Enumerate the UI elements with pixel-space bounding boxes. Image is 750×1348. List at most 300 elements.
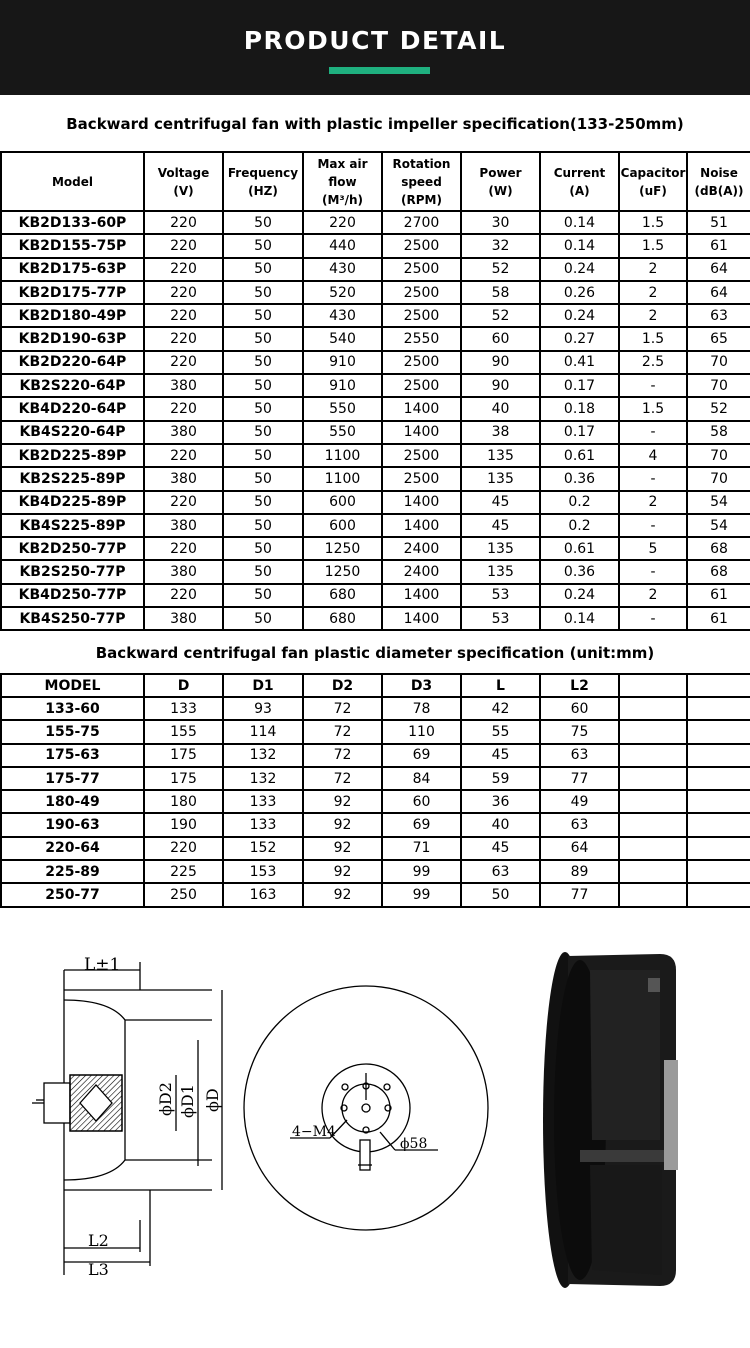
value-cell: 1.5 (619, 211, 687, 234)
model-cell: 190-63 (1, 813, 144, 836)
value-cell: 600 (303, 491, 382, 514)
table-row (1, 607, 750, 630)
value-cell: 380 (144, 514, 223, 537)
title-underline (329, 67, 430, 74)
value-cell (687, 837, 750, 860)
value-cell: 45 (461, 514, 540, 537)
value-cell: 38 (461, 421, 540, 444)
value-cell: 2400 (382, 537, 461, 560)
value-cell: 77 (540, 767, 619, 790)
value-cell: 0.24 (540, 584, 619, 607)
value-cell (619, 697, 687, 720)
table-row (1, 697, 750, 720)
value-cell: 60 (540, 697, 619, 720)
value-cell: 0.36 (540, 560, 619, 583)
value-cell: 0.24 (540, 258, 619, 281)
table-row (1, 744, 750, 767)
value-cell: 53 (461, 584, 540, 607)
value-cell: - (619, 560, 687, 583)
value-cell: 50 (223, 351, 303, 374)
value-cell: 93 (223, 697, 303, 720)
value-cell: 380 (144, 607, 223, 630)
value-cell: 92 (303, 837, 382, 860)
header-line: Noise (700, 165, 738, 180)
value-cell: 220 (144, 444, 223, 467)
value-cell: 133 (223, 813, 303, 836)
column-header: L2 (540, 674, 619, 697)
value-cell: 50 (223, 491, 303, 514)
value-cell: 61 (687, 607, 750, 630)
value-cell (619, 767, 687, 790)
model-cell: KB4S220-64P (1, 421, 144, 444)
table-row (1, 514, 750, 537)
value-cell: 220 (144, 234, 223, 257)
table-row (1, 327, 750, 350)
value-cell: 40 (461, 813, 540, 836)
value-cell: 99 (382, 860, 461, 883)
header-line: (W) (488, 183, 513, 198)
header-line: Power (479, 165, 522, 180)
table-row (1, 444, 750, 467)
value-cell: 50 (223, 211, 303, 234)
value-cell: 50 (223, 537, 303, 560)
value-cell: - (619, 467, 687, 490)
value-cell: 135 (461, 537, 540, 560)
technical-drawing (0, 940, 750, 1348)
value-cell (619, 744, 687, 767)
value-cell: 430 (303, 304, 382, 327)
value-cell: 58 (687, 421, 750, 444)
value-cell: 78 (382, 697, 461, 720)
value-cell: 220 (144, 281, 223, 304)
value-cell: 50 (223, 560, 303, 583)
value-cell: 0.14 (540, 234, 619, 257)
header-line: (V) (173, 183, 194, 198)
model-cell: KB2D175-63P (1, 258, 144, 281)
table-row (1, 211, 750, 234)
column-header (687, 674, 750, 697)
column-header (303, 152, 382, 211)
value-cell: 50 (223, 327, 303, 350)
column-header (144, 152, 223, 211)
value-cell: 52 (461, 304, 540, 327)
value-cell: 1400 (382, 607, 461, 630)
value-cell: 45 (461, 491, 540, 514)
value-cell: 1.5 (619, 234, 687, 257)
value-cell: 2 (619, 258, 687, 281)
value-cell: 0.14 (540, 607, 619, 630)
value-cell: 92 (303, 883, 382, 906)
value-cell: 50 (223, 467, 303, 490)
value-cell: 163 (223, 883, 303, 906)
model-cell: 250-77 (1, 883, 144, 906)
value-cell: 220 (144, 327, 223, 350)
model-cell: 175-63 (1, 744, 144, 767)
model-cell: KB4D220-64P (1, 397, 144, 420)
value-cell: 2550 (382, 327, 461, 350)
table-row (1, 351, 750, 374)
value-cell: 92 (303, 860, 382, 883)
table-row (1, 837, 750, 860)
value-cell: - (619, 514, 687, 537)
fan-photo (543, 952, 678, 1288)
model-cell: 133-60 (1, 697, 144, 720)
value-cell (619, 720, 687, 743)
model-cell: KB2S225-89P (1, 467, 144, 490)
value-cell: 132 (223, 744, 303, 767)
value-cell: 50 (461, 883, 540, 906)
value-cell: 600 (303, 514, 382, 537)
model-cell: KB2D133-60P (1, 211, 144, 234)
value-cell: 114 (223, 720, 303, 743)
column-header (687, 152, 750, 211)
value-cell: 55 (461, 720, 540, 743)
model-cell: 175-77 (1, 767, 144, 790)
value-cell: 53 (461, 607, 540, 630)
table-row (1, 584, 750, 607)
value-cell: 1.5 (619, 397, 687, 420)
value-cell: 58 (461, 281, 540, 304)
value-cell: - (619, 607, 687, 630)
value-cell: 92 (303, 813, 382, 836)
m4-label: 4−M4 (292, 1124, 336, 1140)
value-cell: 50 (223, 258, 303, 281)
value-cell: 153 (223, 860, 303, 883)
column-header (223, 152, 303, 211)
model-cell: KB2D155-75P (1, 234, 144, 257)
value-cell: 910 (303, 351, 382, 374)
value-cell: 60 (461, 327, 540, 350)
value-cell: 220 (144, 211, 223, 234)
model-cell: 225-89 (1, 860, 144, 883)
value-cell: 440 (303, 234, 382, 257)
d-label: ϕD (203, 1088, 222, 1112)
header-line: Frequency (227, 165, 299, 180)
value-cell (687, 720, 750, 743)
table-header-row (1, 674, 750, 697)
value-cell: 77 (540, 883, 619, 906)
value-cell: 63 (540, 744, 619, 767)
value-cell: 1400 (382, 421, 461, 444)
column-header (619, 674, 687, 697)
value-cell: 40 (461, 397, 540, 420)
value-cell: 64 (687, 258, 750, 281)
table-row (1, 860, 750, 883)
value-cell: 5 (619, 537, 687, 560)
value-cell: 50 (223, 514, 303, 537)
value-cell: 2 (619, 304, 687, 327)
value-cell: 0.41 (540, 351, 619, 374)
value-cell: 220 (303, 211, 382, 234)
table-row (1, 281, 750, 304)
value-cell: 180 (144, 790, 223, 813)
value-cell (687, 744, 750, 767)
value-cell: 190 (144, 813, 223, 836)
value-cell (687, 813, 750, 836)
table-row (1, 720, 750, 743)
value-cell: 63 (687, 304, 750, 327)
value-cell: 380 (144, 560, 223, 583)
value-cell: 70 (687, 374, 750, 397)
value-cell: 220 (144, 351, 223, 374)
model-cell: KB4D225-89P (1, 491, 144, 514)
l3-label: L3 (88, 1260, 109, 1279)
table-row (1, 813, 750, 836)
value-cell: 1400 (382, 397, 461, 420)
value-cell: 2500 (382, 281, 461, 304)
value-cell: 68 (687, 560, 750, 583)
fan-drawings (0, 940, 750, 1348)
value-cell: 68 (687, 537, 750, 560)
header-line: (HZ) (248, 183, 278, 198)
value-cell: 0.2 (540, 514, 619, 537)
value-cell: 220 (144, 584, 223, 607)
value-cell: 49 (540, 790, 619, 813)
value-cell (687, 697, 750, 720)
value-cell: 1250 (303, 560, 382, 583)
header-line: Voltage (157, 165, 210, 180)
model-cell: KB4S250-77P (1, 607, 144, 630)
value-cell: 0.18 (540, 397, 619, 420)
value-cell: 0.61 (540, 444, 619, 467)
value-cell: 54 (687, 514, 750, 537)
value-cell: 89 (540, 860, 619, 883)
value-cell: 380 (144, 374, 223, 397)
table-row (1, 767, 750, 790)
column-header (540, 152, 619, 211)
table-row (1, 560, 750, 583)
value-cell: 220 (144, 397, 223, 420)
value-cell: 70 (687, 444, 750, 467)
value-cell: 2500 (382, 234, 461, 257)
page-title: PRODUCT DETAIL (243, 26, 507, 55)
value-cell: 0.27 (540, 327, 619, 350)
header-line: Capacitor (620, 165, 686, 180)
value-cell: 90 (461, 374, 540, 397)
value-cell: 50 (223, 304, 303, 327)
value-cell: 220 (144, 258, 223, 281)
value-cell: 2700 (382, 211, 461, 234)
model-cell: KB4S225-89P (1, 514, 144, 537)
value-cell: 69 (382, 813, 461, 836)
value-cell: 155 (144, 720, 223, 743)
value-cell: 133 (223, 790, 303, 813)
value-cell: 1400 (382, 514, 461, 537)
model-cell: KB2D175-77P (1, 281, 144, 304)
header-line: Current (553, 165, 606, 180)
value-cell: 2500 (382, 444, 461, 467)
value-cell: 4 (619, 444, 687, 467)
value-cell (619, 860, 687, 883)
value-cell: 72 (303, 720, 382, 743)
table-row (1, 397, 750, 420)
value-cell: 380 (144, 421, 223, 444)
value-cell: 152 (223, 837, 303, 860)
value-cell: 175 (144, 744, 223, 767)
table-row (1, 467, 750, 490)
value-cell: 0.17 (540, 374, 619, 397)
value-cell: 54 (687, 491, 750, 514)
model-cell: KB2D250-77P (1, 537, 144, 560)
value-cell: 2 (619, 281, 687, 304)
header-line: Max air flow (317, 156, 368, 189)
column-header (619, 152, 687, 211)
spec-table-title: Backward centrifugal fan with plastic impeller specification(133-250mm) (66, 115, 684, 133)
model-cell: KB2D190-63P (1, 327, 144, 350)
model-cell: KB2S250-77P (1, 560, 144, 583)
value-cell: 90 (461, 351, 540, 374)
value-cell: 36 (461, 790, 540, 813)
table-row (1, 258, 750, 281)
value-cell: 50 (223, 397, 303, 420)
model-cell: KB4D250-77P (1, 584, 144, 607)
value-cell: 2500 (382, 467, 461, 490)
column-header: D1 (223, 674, 303, 697)
model-cell: 155-75 (1, 720, 144, 743)
front-view-drawing (244, 986, 488, 1230)
value-cell: 45 (461, 744, 540, 767)
value-cell: 50 (223, 421, 303, 444)
header-line: Rotation (392, 156, 451, 171)
value-cell: 1.5 (619, 327, 687, 350)
value-cell (687, 860, 750, 883)
value-cell: 1400 (382, 584, 461, 607)
value-cell: 133 (144, 697, 223, 720)
table-row (1, 883, 750, 906)
value-cell: 50 (223, 607, 303, 630)
value-cell: 680 (303, 607, 382, 630)
model-cell: KB2D225-89P (1, 444, 144, 467)
table-row (1, 234, 750, 257)
table-row (1, 421, 750, 444)
header-line: Model (51, 174, 94, 189)
value-cell: 1250 (303, 537, 382, 560)
value-cell: 220 (144, 491, 223, 514)
value-cell: 110 (382, 720, 461, 743)
value-cell: 132 (223, 767, 303, 790)
value-cell: 70 (687, 467, 750, 490)
header-line: (M³/h) (321, 192, 364, 207)
value-cell: 520 (303, 281, 382, 304)
value-cell: 71 (382, 837, 461, 860)
value-cell: 2500 (382, 351, 461, 374)
value-cell (619, 790, 687, 813)
value-cell: 0.24 (540, 304, 619, 327)
value-cell: 0.2 (540, 491, 619, 514)
value-cell: 51 (687, 211, 750, 234)
value-cell: 52 (687, 397, 750, 420)
header-line: (dB(A)) (694, 183, 744, 198)
column-header: D2 (303, 674, 382, 697)
model-cell: 180-49 (1, 790, 144, 813)
value-cell: 680 (303, 584, 382, 607)
value-cell: - (619, 374, 687, 397)
table-row (1, 304, 750, 327)
header-banner (0, 0, 750, 95)
value-cell: 84 (382, 767, 461, 790)
value-cell (619, 837, 687, 860)
d1-label: ϕD1 (178, 1084, 197, 1118)
table-row (1, 537, 750, 560)
value-cell: 30 (461, 211, 540, 234)
value-cell: 135 (461, 467, 540, 490)
header-line: (A) (569, 183, 590, 198)
value-cell: 220 (144, 537, 223, 560)
phi58-label: ϕ58 (400, 1136, 428, 1152)
value-cell: 1100 (303, 444, 382, 467)
column-header: D3 (382, 674, 461, 697)
column-header (382, 152, 461, 211)
dim-table-title: Backward centrifugal fan plastic diameter specification (unit:mm) (95, 644, 655, 662)
value-cell: 32 (461, 234, 540, 257)
value-cell: 50 (223, 281, 303, 304)
table-header-row (1, 152, 750, 211)
column-header: D (144, 674, 223, 697)
value-cell: 550 (303, 421, 382, 444)
table-row (1, 491, 750, 514)
value-cell: 69 (382, 744, 461, 767)
value-cell: 135 (461, 560, 540, 583)
value-cell: 60 (382, 790, 461, 813)
value-cell (687, 883, 750, 906)
value-cell: 50 (223, 234, 303, 257)
value-cell: 220 (144, 837, 223, 860)
value-cell: 2.5 (619, 351, 687, 374)
value-cell: 2400 (382, 560, 461, 583)
value-cell: 0.36 (540, 467, 619, 490)
table-row (1, 790, 750, 813)
value-cell: 92 (303, 790, 382, 813)
value-cell: 72 (303, 697, 382, 720)
l-tolerance-label: L±1 (84, 955, 121, 975)
value-cell: 380 (144, 467, 223, 490)
value-cell: 63 (540, 813, 619, 836)
value-cell: 910 (303, 374, 382, 397)
value-cell: 42 (461, 697, 540, 720)
value-cell: 61 (687, 234, 750, 257)
value-cell: 540 (303, 327, 382, 350)
value-cell: 50 (223, 584, 303, 607)
l2-label: L2 (88, 1231, 109, 1250)
spec-table (0, 151, 750, 631)
column-header (1, 152, 144, 211)
value-cell: 0.26 (540, 281, 619, 304)
value-cell: 1400 (382, 491, 461, 514)
value-cell: 50 (223, 374, 303, 397)
value-cell: 72 (303, 767, 382, 790)
value-cell: 75 (540, 720, 619, 743)
value-cell: 52 (461, 258, 540, 281)
value-cell: 64 (687, 281, 750, 304)
value-cell: 72 (303, 744, 382, 767)
value-cell: 2500 (382, 304, 461, 327)
model-cell: KB2D180-49P (1, 304, 144, 327)
value-cell: 430 (303, 258, 382, 281)
value-cell: 2500 (382, 374, 461, 397)
value-cell: 0.17 (540, 421, 619, 444)
value-cell: - (619, 421, 687, 444)
column-header: MODEL (1, 674, 144, 697)
column-header: L (461, 674, 540, 697)
value-cell: 220 (144, 304, 223, 327)
value-cell: 550 (303, 397, 382, 420)
value-cell: 45 (461, 837, 540, 860)
value-cell (619, 883, 687, 906)
value-cell: 63 (461, 860, 540, 883)
model-cell: KB2D220-64P (1, 351, 144, 374)
value-cell: 0.14 (540, 211, 619, 234)
value-cell (619, 813, 687, 836)
